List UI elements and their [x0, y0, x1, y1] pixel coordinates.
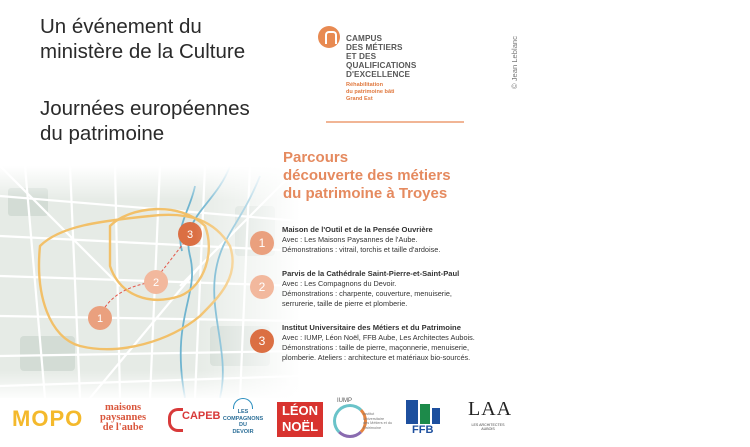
iump-sub-line: des Métiers et du [363, 421, 393, 426]
heading-line: Un événement du [40, 15, 202, 38]
compagnons-line: DU [239, 422, 247, 428]
iump-logo [333, 398, 393, 440]
campus-logo-sub-line: du patrimoine bâti [346, 89, 395, 95]
iump-sub-line: Patrimoine [363, 425, 382, 430]
stop-text [282, 225, 544, 255]
compagnons-line: COMPAGNONS [222, 415, 264, 422]
laa-logo [468, 398, 513, 438]
event-heading [40, 14, 300, 64]
leon-noel-line: NOËL [281, 419, 319, 434]
campus-logo-subtitle [346, 82, 466, 103]
stop-text [282, 269, 544, 309]
capeb-logo [168, 406, 221, 432]
iump-ring [333, 404, 367, 438]
campus-logo-sub-line: Grand Est [346, 96, 373, 102]
iump-sub-line: Institut Universitaire [363, 412, 385, 421]
parcours-title-line: du patrimoine à Troyes [283, 185, 448, 202]
campus-logo-line: QUALIFICATIONS [346, 61, 417, 70]
ffb-emblem [402, 398, 444, 426]
laa-subtitle: LES ARCHITECTES AUBOIS [471, 423, 505, 431]
maisons-paysannes-logo [100, 403, 146, 433]
stop-line: Avec : Les Compagnons du Devoir. [282, 279, 397, 288]
parcours-title-line: Parcours [283, 149, 349, 166]
stop-title: Institut Universitaire des Métiers et du Patrimoine [282, 323, 461, 332]
stop-line: serrurerie, taille de pierre et plomberie. [282, 299, 408, 308]
leon-noel-logo [277, 402, 323, 437]
iump-text: IUMP [337, 398, 352, 404]
photo-credit: © Jean Leblanc [509, 36, 519, 89]
stop-title: Parvis de la Cathédrale Saint-Pierre-et-Saint-Paul [282, 269, 460, 278]
parcours-title [283, 149, 543, 203]
partner-logos [0, 392, 750, 447]
stop-title: Maison de l'Outil et de la Pensée Ouvrière [282, 225, 433, 234]
stop-line: Démonstrations : vitrail, torchis et taille d'ardoise. [282, 245, 441, 254]
stop-number-badge: 3 [250, 329, 274, 353]
divider [326, 121, 464, 123]
campus-logo-line: CAMPUS [346, 34, 383, 43]
iump-subtitle [363, 412, 395, 430]
compagnons-text [218, 409, 268, 435]
stop-number-badge: 2 [250, 275, 274, 299]
campus-logo-line: D'EXCELLENCE [346, 70, 411, 79]
stop-number-badge: 1 [250, 231, 274, 255]
stop-line: Démonstrations : taille de pierre, maçonnerie, menuiserie, [282, 343, 469, 352]
maisons-paysannes-line: maisons [104, 402, 142, 413]
ffb-text: FFB [412, 424, 434, 436]
journees-heading [40, 96, 300, 146]
ffb-logo [402, 398, 444, 438]
campus-logo [318, 24, 488, 114]
stop-line: Avec : IUMP, Léon Noël, FFB Aube, Les Architectes Aubois. [282, 333, 475, 342]
compagnons-line: DEVOIR [232, 428, 254, 435]
campus-logo-icon [318, 26, 340, 48]
compagnons-du-devoir-logo [218, 398, 268, 442]
compagnons-emblem [233, 398, 253, 409]
heading-line: du patrimoine [40, 122, 165, 145]
maisons-paysannes-line: de l'aube [102, 422, 144, 433]
laa-text: LAA [468, 398, 513, 420]
stop-text [282, 323, 544, 363]
campus-logo-sub-line: Réhabilitation [346, 82, 383, 88]
compagnons-line: LES [237, 409, 249, 415]
stop-line: Démonstrations : charpente, couverture, menuiserie, [282, 289, 452, 298]
campus-logo-line: DES MÉTIERS [346, 43, 403, 52]
heading-line: Journées européennes [40, 97, 250, 120]
mopo-logo: MOPO [12, 406, 84, 431]
capeb-text: CAPEB [182, 410, 221, 422]
campus-logo-line: ET DES [346, 52, 377, 61]
campus-logo-name [346, 34, 486, 79]
heading-line: ministère de la Culture [40, 40, 246, 63]
stop-line: Avec : Les Maisons Paysannes de l'Aube. [282, 235, 418, 244]
stop-line: plomberie. Ateliers : architecture et matériaux bio-sourcés. [282, 353, 471, 362]
capeb-mark [168, 408, 183, 432]
parcours-title-line: découverte des métiers [283, 167, 451, 184]
maisons-paysannes-line: paysannes [100, 412, 147, 423]
leon-noel-line: LÉON [281, 403, 319, 418]
